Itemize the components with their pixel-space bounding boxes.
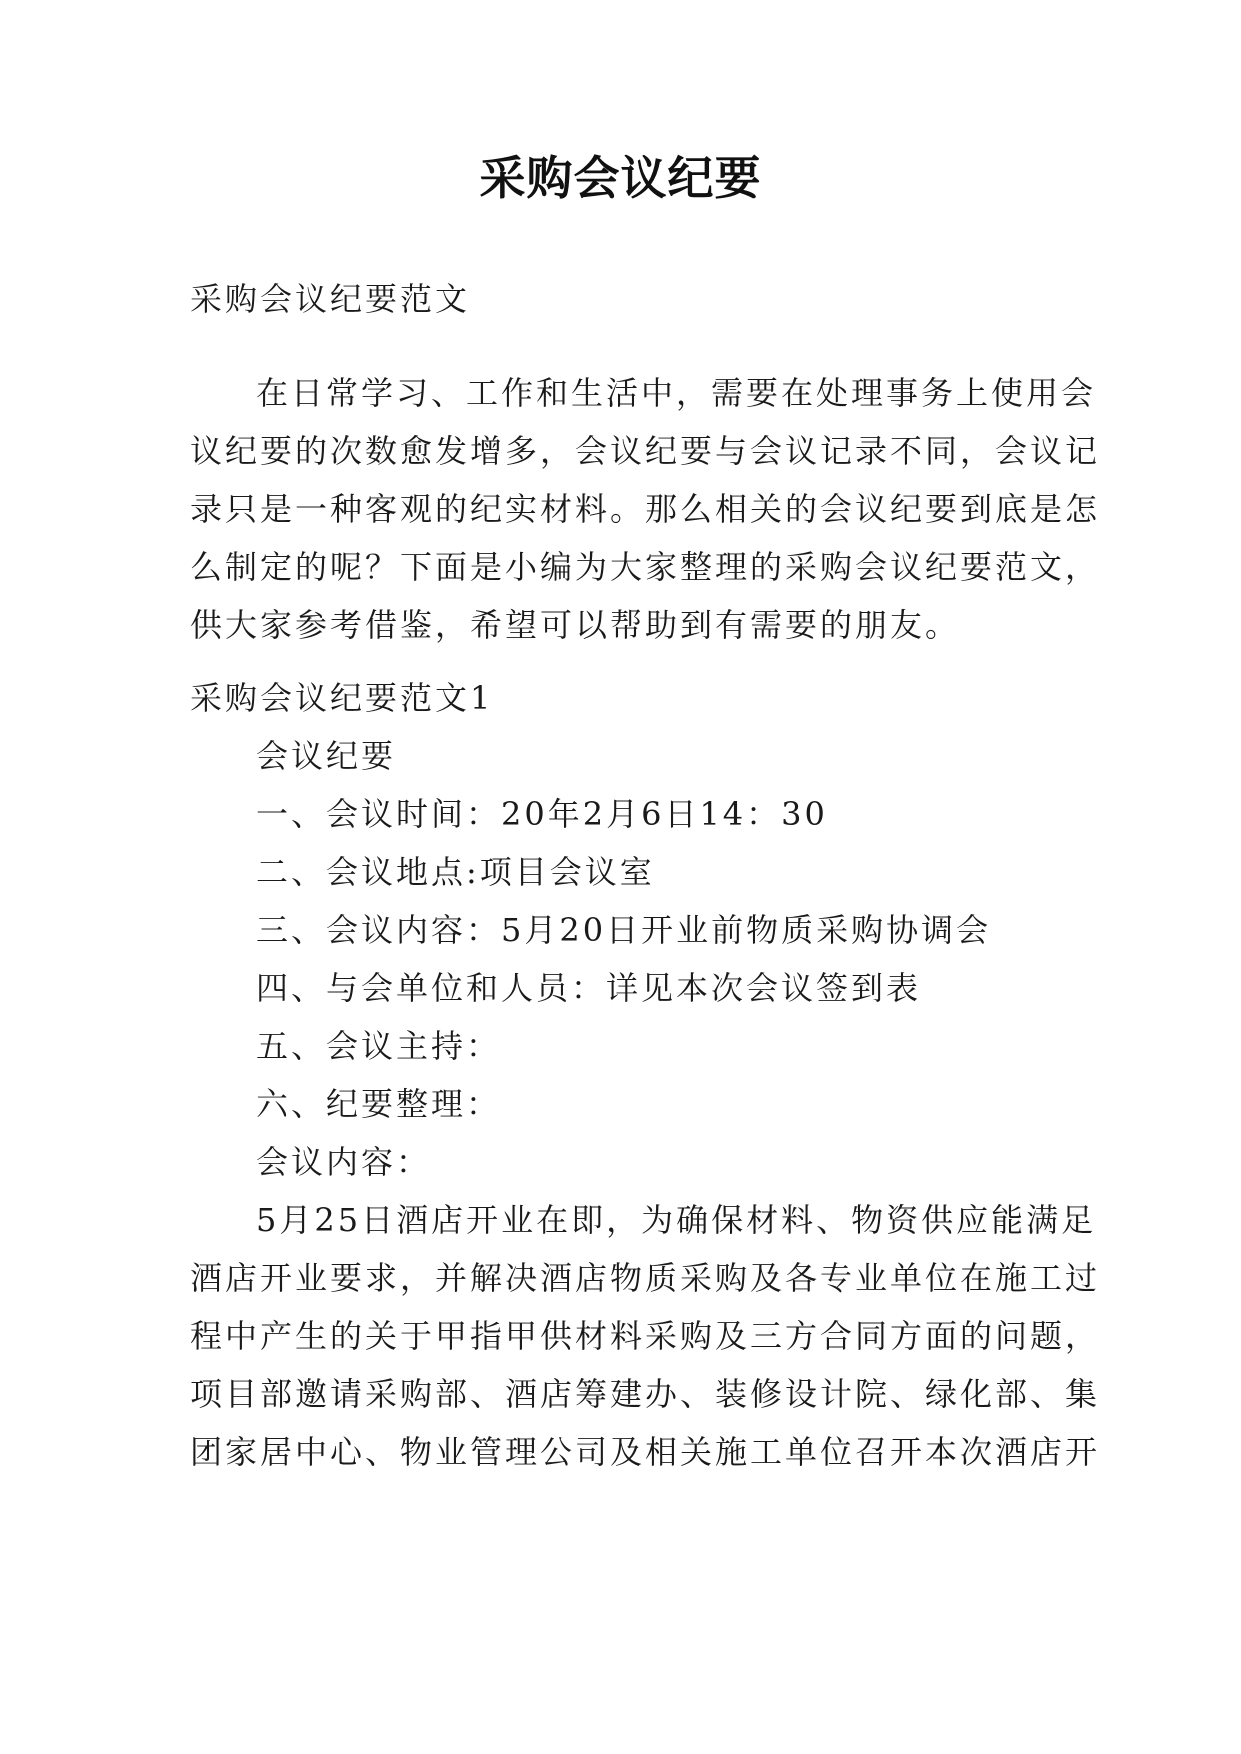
intro-line: 录只是一种客观的纪实材料。那么相关的会议纪要到底是怎 [190, 490, 1101, 528]
meeting-item: 四、与会单位和人员：详见本次会议签到表 [256, 969, 922, 1007]
content-line: 项目部邀请采购部、酒店筹建办、装修设计院、绿化部、集 [190, 1375, 1101, 1413]
meeting-item: 六、纪要整理： [256, 1085, 502, 1123]
intro-paragraph [190, 364, 1101, 654]
meeting-item: 五、会议主持： [256, 1027, 502, 1065]
content-line: 5月25日酒店开业在即，为确保材料、物资供应能满足 [256, 1201, 1097, 1239]
meeting-item: 一、会议时间：20年2月6日14：30 [256, 795, 828, 833]
meeting-item: 会议纪要 [256, 737, 397, 775]
section-block [190, 669, 1101, 1481]
content-line: 程中产生的关于甲指甲供材料采购及三方合同方面的问题， [190, 1317, 1101, 1355]
intro-line: 供大家参考借鉴，希望可以帮助到有需要的朋友。 [190, 606, 961, 644]
content-line: 酒店开业要求，并解决酒店物质采购及各专业单位在施工过 [190, 1259, 1101, 1297]
document-title: 采购会议纪要 [479, 151, 762, 205]
intro-line: 在日常学习、工作和生活中，需要在处理事务上使用会 [256, 374, 1097, 412]
meeting-item: 会议内容： [256, 1143, 432, 1181]
intro-line: 议纪要的次数愈发增多，会议纪要与会议记录不同，会议记 [190, 432, 1101, 470]
intro-line: 么制定的呢？下面是小编为大家整理的采购会议纪要范文， [190, 548, 1101, 586]
subtitle-line: 采购会议纪要范文 [190, 280, 471, 318]
meeting-item: 三、会议内容：5月20日开业前物质采购协调会 [256, 911, 992, 949]
section-heading: 采购会议纪要范文1 [190, 679, 494, 717]
meeting-item: 二、会议地点:项目会议室 [256, 853, 655, 891]
content-line: 团家居中心、物业管理公司及相关施工单位召开本次酒店开 [190, 1433, 1101, 1471]
document-subtitle [190, 270, 1060, 328]
